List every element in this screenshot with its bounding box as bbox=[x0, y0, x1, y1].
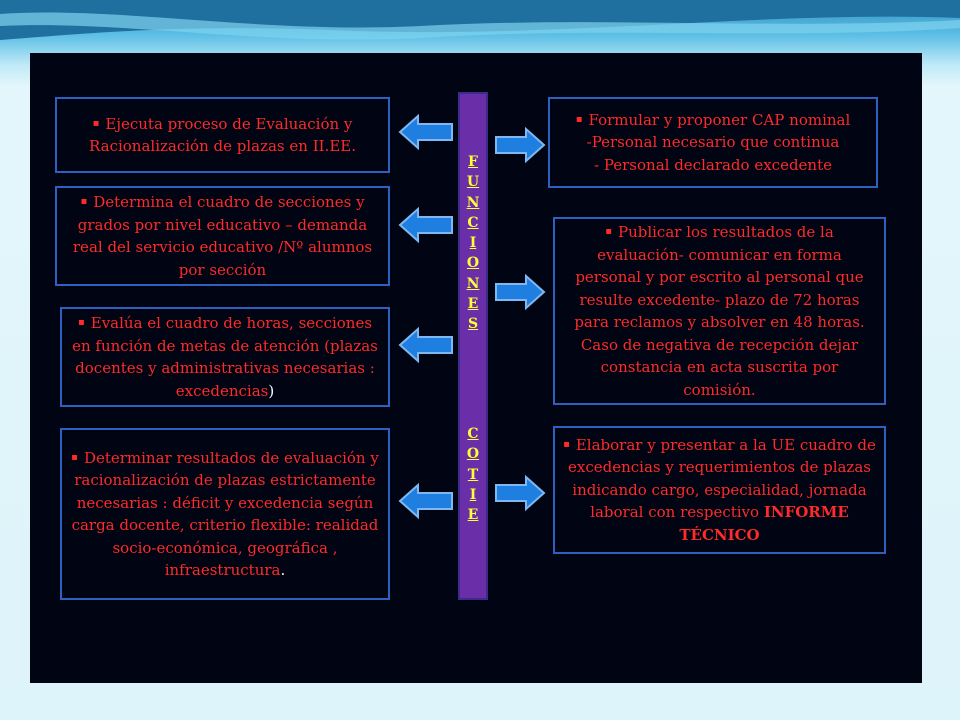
arrow-left-icon bbox=[398, 482, 454, 520]
arrow-right-icon bbox=[494, 474, 546, 512]
left-box-2 bbox=[55, 186, 390, 286]
left-box-3 bbox=[60, 307, 390, 407]
left-box-1 bbox=[55, 97, 390, 173]
right-box-3 bbox=[553, 426, 886, 554]
arrow-right-icon bbox=[494, 273, 546, 311]
letter: F bbox=[468, 154, 478, 170]
letter: E bbox=[467, 296, 479, 313]
letter: I bbox=[469, 235, 477, 252]
functions-bar bbox=[458, 92, 488, 600]
arrow-left-icon bbox=[398, 326, 454, 364]
letter: C bbox=[467, 214, 479, 231]
functions-label bbox=[460, 152, 486, 335]
right-box-text: - Personal declarado excedente bbox=[594, 155, 832, 174]
left-box-text: Evalúa el cuadro de horas, secciones en función de metas de atención (plazas docentes y administrativas necesarias : excedencias bbox=[72, 314, 378, 400]
left-box-tail: ) bbox=[268, 381, 275, 400]
right-box-bold-text: INFORME TÉCNICO bbox=[679, 503, 849, 544]
header-wave-decoration bbox=[0, 0, 960, 60]
letter: N bbox=[466, 275, 480, 292]
letter: C bbox=[467, 426, 479, 442]
bullet-icon: ▪ bbox=[575, 113, 583, 125]
arrow-right-icon bbox=[494, 126, 546, 164]
letter: E bbox=[467, 507, 479, 524]
right-box-text: Formular y proponer CAP nominal bbox=[588, 110, 851, 129]
letter: S bbox=[467, 316, 479, 333]
left-box-tail: . bbox=[280, 561, 286, 579]
bullet-icon: ▪ bbox=[77, 317, 85, 328]
right-box-text: -Personal necesario que continua bbox=[586, 133, 840, 152]
bullet-icon: ▪ bbox=[80, 196, 88, 207]
right-box-text: Elaborar y presentar a la UE cuadro de excedencias y requerimientos de plazas indicando cargo, especialidad, jornada laboral con respectivo bbox=[568, 435, 876, 522]
bullet-icon: ▪ bbox=[92, 117, 100, 129]
letter: U bbox=[466, 174, 480, 191]
left-box-4 bbox=[60, 428, 390, 600]
letter: O bbox=[466, 255, 480, 272]
right-box-text: Publicar los resultados de la evaluación- comunicar en forma personal y por escrito al personal que resulte excedente- plazo de 72 horas para reclamos y absolver en 48 horas. Caso de negativa de recepción dejar constancia en acta suscrita por comisión. bbox=[574, 223, 865, 399]
arrow-left-icon bbox=[398, 206, 454, 244]
left-box-text: Determinar resultados de evaluación y racionalización de plazas estrictamente necesarias : déficit y excedencia según carga docente, criterio flexible: realidad socio-económica, geográfica , infraestructura bbox=[71, 448, 379, 579]
right-box-2 bbox=[553, 217, 886, 405]
left-box-text: Determina el cuadro de secciones y grados por nivel educativo – demanda real del servicio educativo /Nº alumnos por sección bbox=[72, 193, 373, 279]
letter: I bbox=[469, 486, 477, 503]
letter: N bbox=[466, 194, 480, 211]
right-box-1 bbox=[548, 97, 878, 188]
cotie-label bbox=[460, 424, 486, 525]
arrow-left-icon bbox=[398, 113, 454, 151]
bullet-icon: ▪ bbox=[605, 226, 612, 237]
left-box-text: Ejecuta proceso de Evaluación y Racionalización de plazas en II.EE. bbox=[88, 114, 356, 155]
letter: T bbox=[467, 466, 479, 483]
letter: O bbox=[466, 446, 480, 463]
bullet-icon: ▪ bbox=[563, 438, 570, 450]
bullet-icon: ▪ bbox=[71, 451, 78, 463]
